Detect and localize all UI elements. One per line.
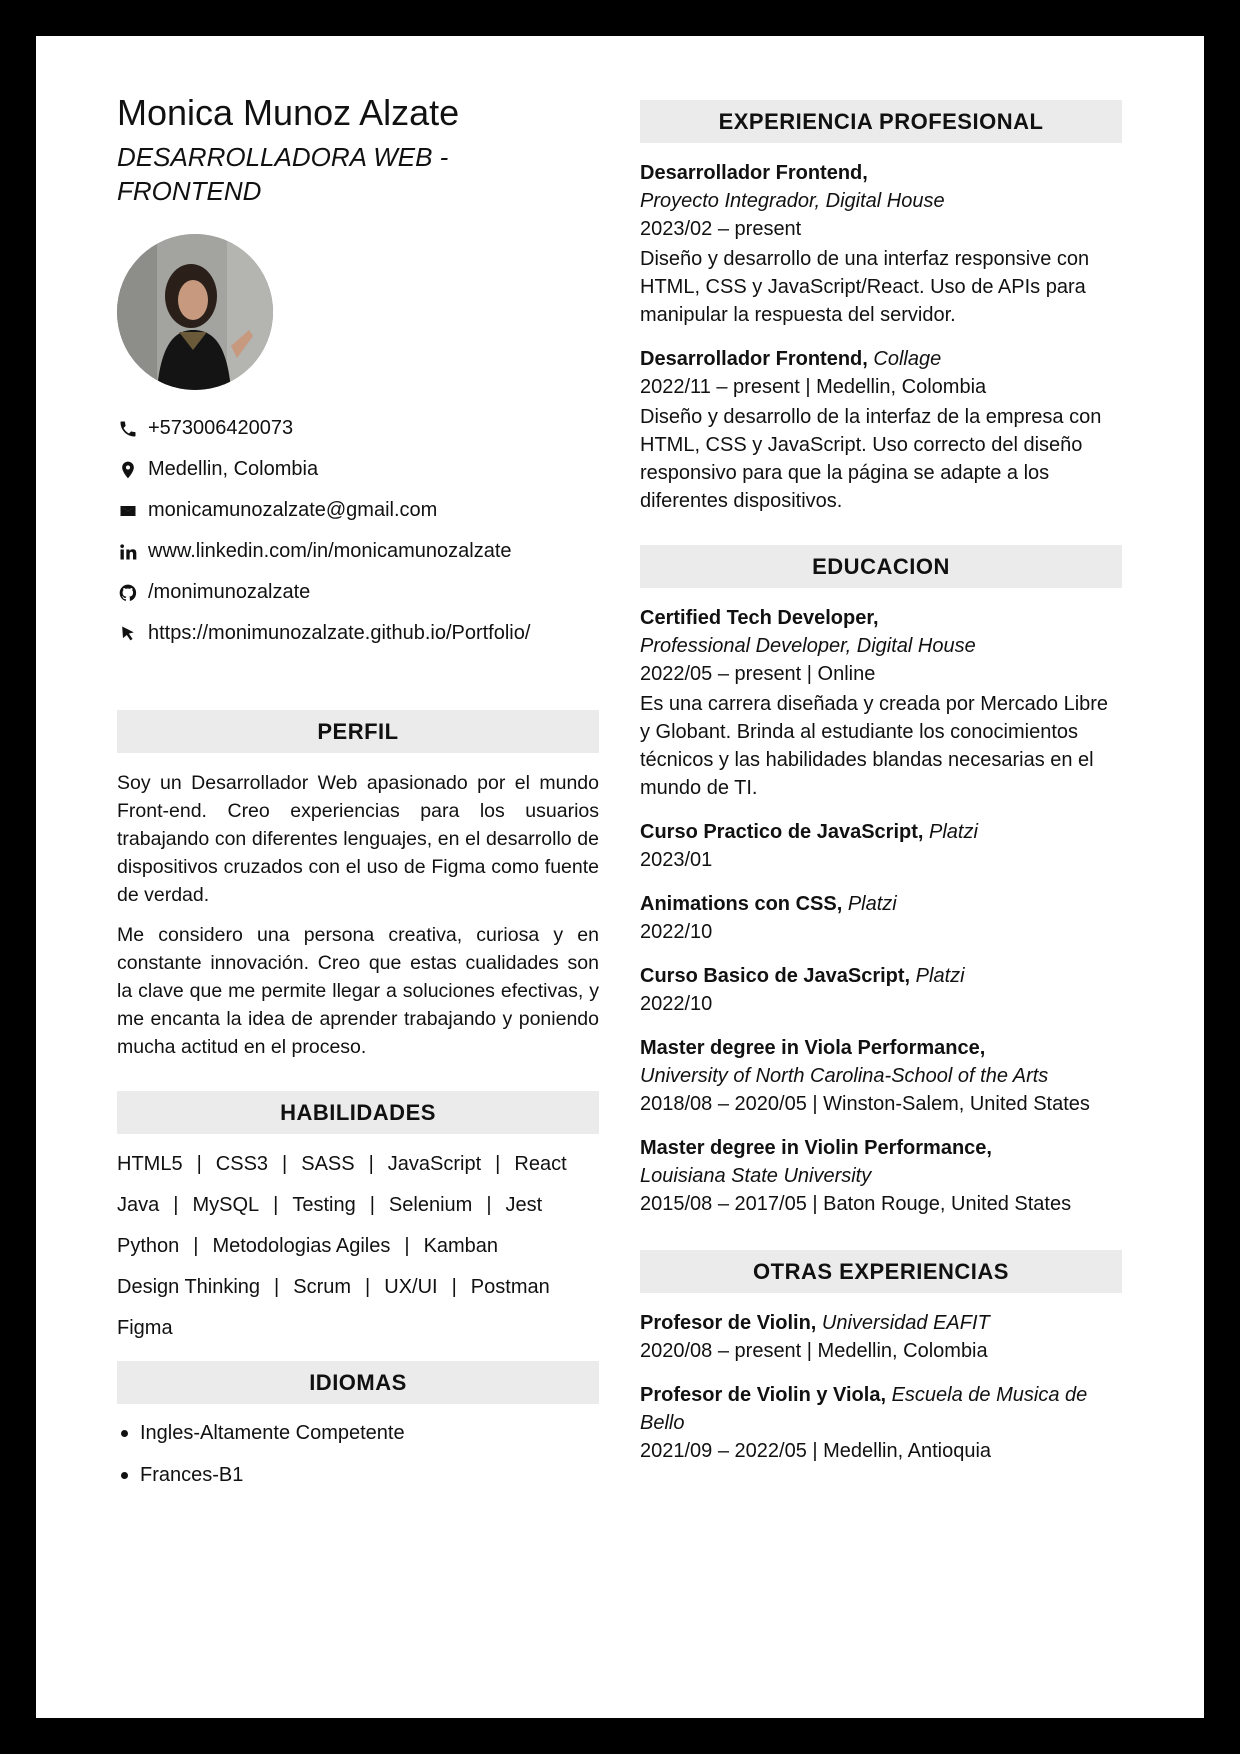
resume-page (36, 36, 1204, 1718)
idiomas-section-title: IDIOMAS (117, 1361, 599, 1404)
perfil-paragraph-1: Soy un Desarrollador Web apasionado por el mundo Front-end. Creo experiencias para los usuarios trabajando con diferentes lenguajes, en el desarrollo de dispositivos cruzados con el uso de Figma como fuente de verdad. (117, 772, 599, 906)
entry-org: Universidad EAFIT (821, 1312, 990, 1334)
skill-item: CSS3 (215, 1153, 269, 1175)
skills-line: Java | MySQL | Testing | Selenium | Jest (117, 1194, 543, 1216)
skills-list (117, 1144, 599, 1349)
entry-org: Professional Developer, Digital House (640, 635, 976, 657)
contact-github (117, 572, 599, 613)
otras-section-title: OTRAS EXPERIENCIAS (640, 1250, 1122, 1293)
bullet-icon (121, 1430, 128, 1437)
entry-date: 2020/08 – present | Medellin, Colombia (640, 1340, 988, 1362)
entry-date: 2015/08 – 2017/05 | Baton Rouge, United States (640, 1193, 1072, 1215)
left-column (117, 92, 599, 1496)
skill-item: Python (117, 1235, 180, 1257)
other-experience-entry (640, 1309, 1122, 1365)
skill-item: Metodologias Agiles (212, 1235, 391, 1257)
contact-email (117, 490, 599, 531)
education-entry (640, 1034, 1122, 1118)
skills-line: Python | Metodologias Agiles | Kamban (117, 1235, 499, 1257)
entry-date: 2022/10 (640, 921, 713, 943)
entry-date: 2018/08 – 2020/05 | Winston-Salem, United States (640, 1093, 1090, 1115)
bullet-icon (121, 1472, 128, 1479)
contact-location-text: Medellin, Colombia (148, 458, 319, 480)
skills-line (117, 1308, 599, 1349)
educacion-section-title: EDUCACION (640, 545, 1122, 588)
profile-photo (117, 234, 273, 390)
envelope-icon (117, 500, 139, 522)
entry-title: Certified Tech Developer, (640, 607, 879, 629)
entry-title: Profesor de Violin y Viola, (640, 1384, 887, 1406)
experience-entry (640, 159, 1122, 329)
github-icon (117, 582, 139, 604)
entry-date: 2022/11 – present | Medellin, Colombia (640, 376, 987, 398)
entry-org: Platzi (915, 965, 965, 987)
entry-description: Es una carrera diseñada y creada por Mercado Libre y Globant. Brinda al estudiante los conocimientos técnicos y las habilidades blandas necesarias en el mundo de TI. (640, 693, 1109, 799)
entry-org: Escuela de Musica de Bello (640, 1384, 1088, 1434)
skill-item: Java (117, 1194, 160, 1216)
entry-description: Diseño y desarrollo de la interfaz de la empresa con HTML, CSS y JavaScript. Uso correcto del diseño responsivo para que la página se adapte a los diferentes dispositivos. (640, 406, 1102, 512)
candidate-name: Monica Munoz Alzate (117, 92, 460, 133)
contact-portfolio-text[interactable]: https://monimunozalzate.github.io/Portfolio/ (148, 622, 531, 644)
entry-date: 2022/05 – present | Online (640, 663, 876, 685)
entry-org: University of North Carolina-School of the Arts (640, 1065, 1049, 1087)
skill-item: MySQL (192, 1194, 260, 1216)
education-entry (640, 890, 1122, 946)
location-pin-icon (117, 459, 139, 481)
perfil-paragraph-2: Me considero una persona creativa, curiosa y en constante innovación. Creo que estas cualidades son la clave que me permite llegar a soluciones efectivas, y me encanta la idea de aprender trabajando y poniendo mucha actitud en el proceso. (117, 924, 599, 1058)
contact-phone (117, 408, 599, 449)
entry-date: 2021/09 – 2022/05 | Medellin, Antioquia (640, 1440, 992, 1462)
contact-portfolio (117, 613, 599, 654)
perfil-section-title: PERFIL (117, 710, 599, 753)
experiencia-section-title: EXPERIENCIA PROFESIONAL (640, 100, 1122, 143)
entry-date: 2023/02 – present (640, 218, 802, 240)
entry-title: Curso Basico de JavaScript, (640, 965, 911, 987)
skill-item: SASS (301, 1153, 355, 1175)
entry-title: Desarrollador Frontend, (640, 348, 868, 370)
entry-org: Louisiana State University (640, 1165, 872, 1187)
skill-item: Design Thinking (117, 1276, 261, 1298)
list-item (117, 1412, 599, 1454)
contact-linkedin-text[interactable]: www.linkedin.com/in/monicamunozalzate (148, 540, 512, 562)
skill-item: HTML5 (117, 1153, 183, 1175)
education-entry (640, 604, 1122, 802)
contact-list (117, 408, 599, 654)
education-entry (640, 818, 1122, 874)
entry-title: Profesor de Violin, (640, 1312, 817, 1334)
entry-org: Platzi (929, 821, 978, 843)
skill-item: Testing (292, 1194, 356, 1216)
skills-line: Design Thinking | Scrum | UX/UI | Postman (117, 1276, 550, 1298)
entry-title: Desarrollador Frontend, (640, 162, 868, 184)
skill-item: Kamban (423, 1235, 499, 1257)
phone-icon (117, 418, 139, 440)
language-item: Frances-B1 (140, 1464, 244, 1486)
candidate-role: DESARROLLADORA WEB - FRONTEND (117, 142, 449, 206)
skill-item: JavaScript (387, 1153, 482, 1175)
skill-item: Selenium (388, 1194, 473, 1216)
education-entry (640, 962, 1122, 1018)
entry-title: Master degree in Violin Performance, (640, 1137, 992, 1159)
skill-item: UX/UI (384, 1276, 438, 1298)
right-column (640, 100, 1122, 1465)
entry-org: Collage (873, 348, 942, 370)
skill-item: React (514, 1153, 567, 1175)
contact-phone-text[interactable]: +573006420073 (148, 417, 294, 439)
cursor-icon (117, 623, 139, 645)
education-entry (640, 1134, 1122, 1218)
habilidades-section-title: HABILIDADES (117, 1091, 599, 1134)
profile-photo-image (117, 234, 273, 390)
entry-org: Proyecto Integrador, Digital House (640, 190, 945, 212)
skill-item: Jest (505, 1194, 543, 1216)
contact-github-text[interactable]: /monimunozalzate (148, 581, 311, 603)
contact-linkedin (117, 531, 599, 572)
skill-item: Figma (117, 1317, 173, 1339)
linkedin-icon (117, 541, 139, 563)
contact-location (117, 449, 599, 490)
experience-entry (640, 345, 1122, 515)
entry-date: 2022/10 (640, 993, 713, 1015)
entry-title: Animations con CSS, (640, 893, 843, 915)
skills-line: HTML5 | CSS3 | SASS | JavaScript | React (117, 1153, 567, 1175)
language-item: Ingles-Altamente Competente (140, 1422, 405, 1444)
contact-email-text[interactable]: monicamunozalzate@gmail.com (148, 499, 438, 521)
entry-description: Diseño y desarrollo de una interfaz responsive con HTML, CSS y JavaScript/React. Uso de APIs para manipular la respuesta del servidor. (640, 248, 1090, 326)
entry-title: Master degree in Viola Performance, (640, 1037, 986, 1059)
entry-title: Curso Practico de JavaScript, (640, 821, 924, 843)
skill-item: Postman (470, 1276, 550, 1298)
list-item (117, 1454, 599, 1496)
languages-list (117, 1412, 599, 1496)
entry-org: Platzi (847, 893, 897, 915)
entry-date: 2023/01 (640, 849, 713, 871)
other-experience-entry (640, 1381, 1122, 1465)
skill-item: Scrum (293, 1276, 352, 1298)
